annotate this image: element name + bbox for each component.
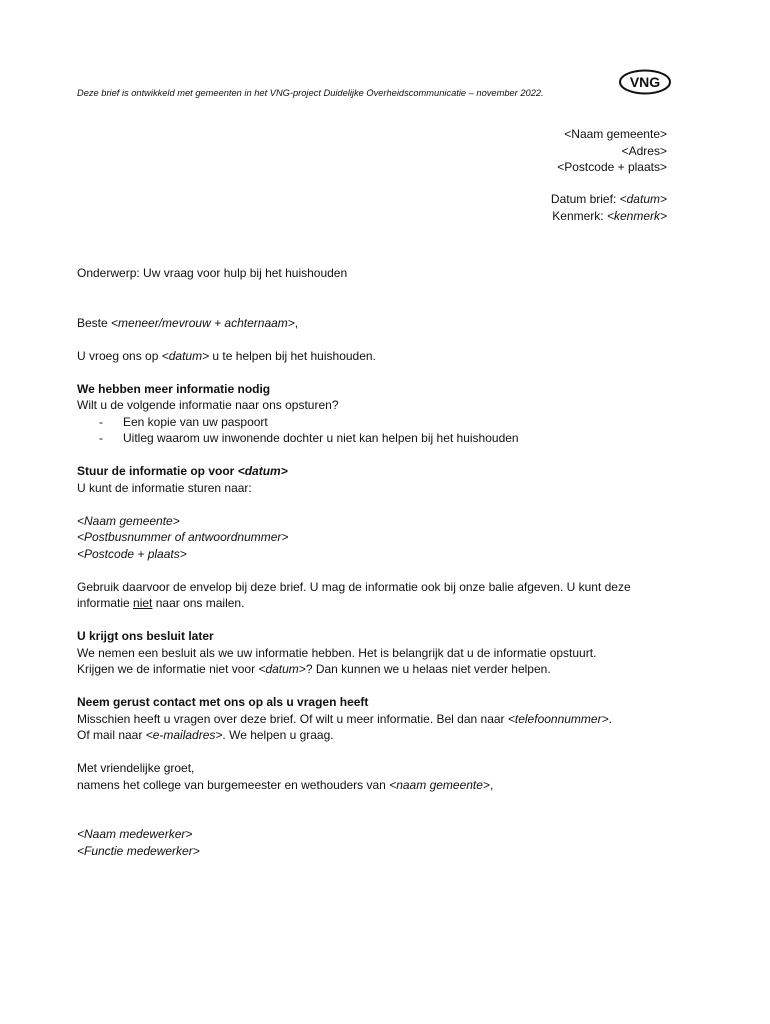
info-list [77, 414, 677, 447]
letter-reference [551, 208, 667, 225]
decision-line-1: We nemen een besluit als we uw informatie hebben. Het is belangrijk dat u de informatie opstuurt. [77, 645, 597, 660]
on-behalf-end: , [489, 777, 494, 792]
date-placeholder: <datum> [619, 192, 667, 206]
decision-line-2-text: Krijgen we de informatie niet voor [77, 662, 259, 676]
info-text: Wilt u de volgende informatie naar ons opsturen? [77, 398, 339, 412]
send-heading [77, 463, 677, 480]
salutation-suffix: , [294, 315, 299, 330]
emphasis-not: niet [133, 596, 153, 610]
sender-address [557, 126, 667, 176]
salutation-prefix: Beste [77, 315, 112, 330]
contact-line-1-text: Misschien heeft u vragen over deze brief. Of wilt u meer informatie. Bel dan naar [77, 711, 508, 726]
letter-date [551, 191, 667, 208]
email-placeholder: <e-mailadres> [145, 728, 223, 742]
decision-date-placeholder: <datum> [258, 662, 306, 676]
intro-text: U vroeg ons op [77, 348, 162, 363]
envelope-text-end: naar ons mailen. [152, 596, 245, 610]
list-item: - Uitleg waarom uw inwonende dochter u niet kan helpen bij het huishouden [99, 430, 677, 447]
signer-function: <Functie medewerker> [77, 843, 200, 858]
decision-line-2-end: ? Dan kunnen we u helaas niet verder helpen. [305, 662, 551, 676]
return-address-postbus: <Postbusnummer of antwoordnummer> [77, 530, 289, 544]
intro-text-end: u te helpen bij het huishouden. [209, 348, 376, 363]
decision-heading: U krijgt ons besluit later [77, 629, 214, 643]
signer-name: <Naam medewerker> [77, 827, 193, 841]
salutation-placeholder: <meneer/mevrouw + achternaam> [111, 315, 295, 330]
send-date-placeholder: <datum> [237, 464, 288, 478]
envelope-paragraph [77, 579, 677, 612]
sender-name: <Naam gemeente> [564, 127, 667, 141]
return-address-name: <Naam gemeente> [77, 513, 180, 528]
sender-street: <Adres> [621, 143, 667, 158]
salutation [77, 315, 677, 332]
contact-line-2 [77, 727, 677, 744]
contact-line-2-end: . We helpen u graag. [222, 728, 334, 742]
contact-line-1-end: . [608, 711, 612, 726]
envelope-text: Gebruik daarvoor de envelop bij deze brief. U mag de informatie ook bij onze balie afgeven. U kunt deze informatie [77, 579, 631, 610]
letter-meta [551, 191, 667, 224]
on-behalf-text: namens het college van burgemeester en wethouders van [77, 777, 390, 792]
contact-heading: Neem gerust contact met ons op als u vragen heeft [77, 695, 369, 709]
intro-paragraph [77, 348, 677, 365]
template-note: Deze brief is ontwikkeld met gemeenten in het VNG-project Duidelijke Overheidscommunicatie – november 2022. [77, 88, 544, 98]
list-item: - Een kopie van uw paspoort [99, 414, 677, 431]
send-text: U kunt de informatie sturen naar: [77, 480, 252, 495]
vng-logo-text: VNG [629, 74, 661, 90]
date-label: Datum brief: [550, 192, 620, 206]
contact-line-2-text: Of mail naar [77, 728, 146, 742]
closing-on-behalf [77, 777, 677, 794]
reference-placeholder: <kenmerk> [606, 208, 667, 223]
intro-date-placeholder: <datum> [161, 348, 210, 363]
vng-logo [618, 68, 672, 96]
decision-line-2 [77, 661, 677, 678]
subject-line: Onderwerp: Uw vraag voor hulp bij het huishouden [77, 266, 348, 280]
phone-placeholder: <telefoonnummer> [507, 711, 609, 726]
reference-label: Kenmerk: [552, 208, 607, 223]
closing-greeting: Met vriendelijke groet, [77, 761, 195, 775]
municipality-placeholder: <naam gemeente> [389, 777, 490, 792]
contact-line-1 [77, 711, 677, 728]
sender-postcode: <Postcode + plaats> [557, 160, 667, 174]
send-heading-text: Stuur de informatie op voor [77, 464, 238, 478]
info-heading: We hebben meer informatie nodig [77, 381, 271, 396]
return-address-postcode: <Postcode + plaats> [77, 546, 187, 561]
letter-body [77, 265, 677, 859]
